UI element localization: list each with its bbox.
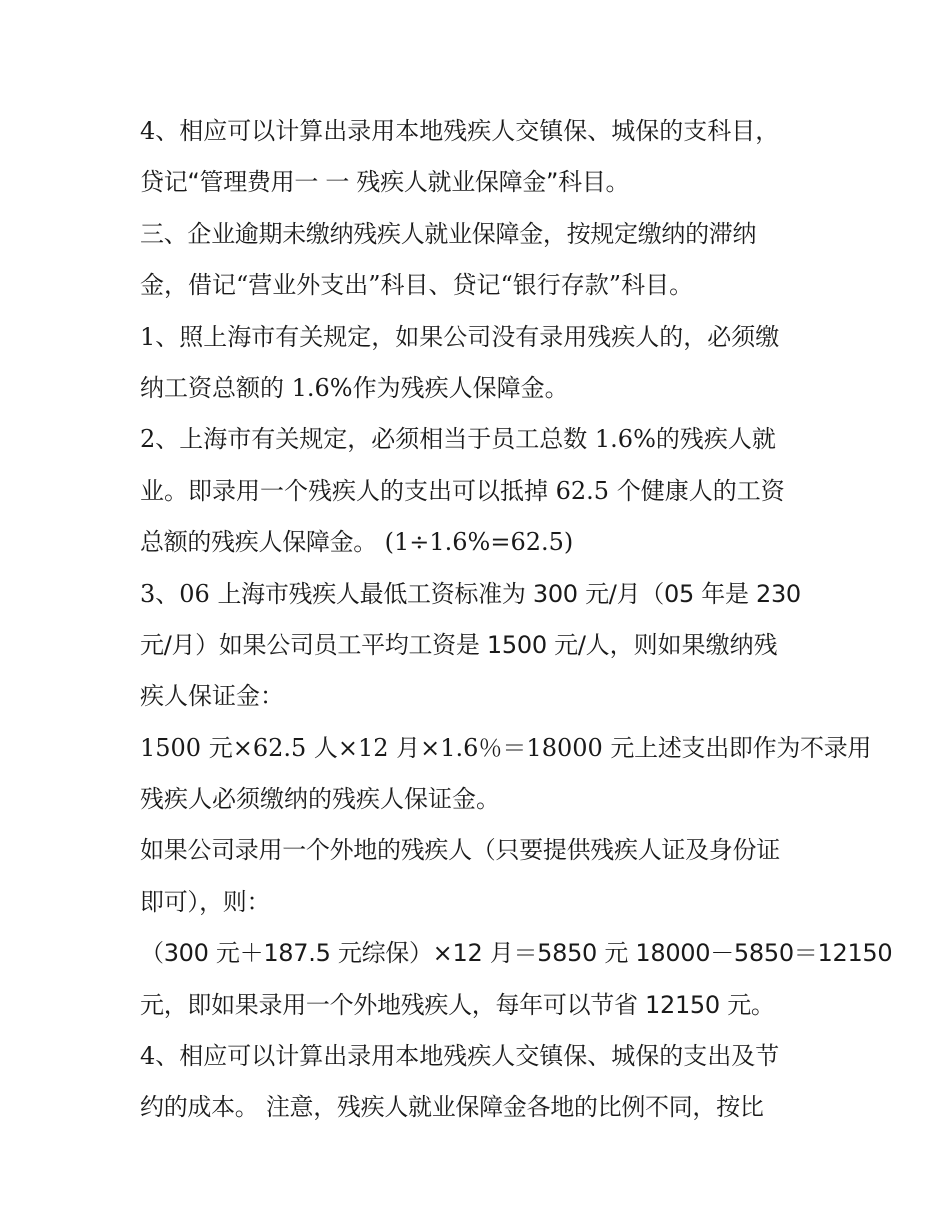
text-segment: 人，则如果缴纳残 bbox=[585, 630, 778, 659]
text-line: 金，借记“营业外支出”科目、贷记“银行存款”科目。 bbox=[140, 271, 694, 300]
text-line: 如果公司录用一个外地的残疾人（只要提供残疾人证及身份证 bbox=[140, 836, 780, 865]
text-line: 业。即录用一个残疾人的支出可以抵掉 62.5 个健康人的工资 bbox=[140, 476, 785, 505]
text-line: 疾人保证金： bbox=[140, 682, 284, 711]
text-line: 贷记“管理费用一 一 残疾人就业保障金”科目。 bbox=[140, 168, 630, 197]
text-segment: 1500 元×62.5 人×12 月×1.6％＝18000 bbox=[140, 733, 611, 762]
text-line bbox=[140, 569, 820, 620]
text-segment: 注意，残疾人就业保障金各地的比例不同，按比 bbox=[258, 1093, 764, 1122]
text-line: 4、相应可以计算出录用本地残疾人交镇保、城保的支出及节 bbox=[140, 1042, 780, 1071]
text-segment: 约的成本。 bbox=[140, 1093, 259, 1122]
text-segment: 元上述支出即作为不录用 bbox=[610, 733, 872, 762]
text-segment: 3、06 bbox=[140, 579, 218, 608]
text-line: 2、上海市有关规定，必须相当于员工总数 1.6%的残疾人就 bbox=[140, 425, 776, 454]
document-body bbox=[140, 106, 893, 1134]
text-line: 即可），则： bbox=[140, 887, 271, 916]
text-segment: 上海市残疾人最低工资标准为 300 元/月（05 年是 230 bbox=[217, 579, 801, 608]
text-segment: 元/月）如果公司员工平均工资是 1500 元/ bbox=[140, 630, 586, 659]
text-line: 三、企业逾期未缴纳残疾人就业保障金，按规定缴纳的滞纳 bbox=[140, 219, 757, 248]
text-line bbox=[140, 723, 872, 774]
text-line bbox=[140, 620, 820, 671]
text-line: 元，即如果录用一个外地残疾人，每年可以节省 12150 元。 bbox=[140, 990, 775, 1019]
text-line: 残疾人必须缴纳的残疾人保证金。 bbox=[140, 785, 500, 814]
text-segment: 总额的残疾人保障金。 bbox=[140, 528, 377, 557]
text-line: （300 元＋187.5 元综保）×12 月＝5850 元 18000－5850＝12150 bbox=[140, 939, 893, 968]
text-line: 纳工资总额的 1.6%作为残疾人保障金。 bbox=[140, 373, 569, 402]
text-line: 4、相应可以计算出录用本地残疾人交镇保、城保的支科目， bbox=[140, 117, 780, 145]
text-segment: (1÷1.6%=62.5) bbox=[377, 528, 574, 557]
text-line bbox=[140, 517, 820, 568]
text-line bbox=[140, 1082, 820, 1133]
text-line: 1、照上海市有关规定，如果公司没有录用残疾人的，必须缴 bbox=[140, 322, 780, 351]
